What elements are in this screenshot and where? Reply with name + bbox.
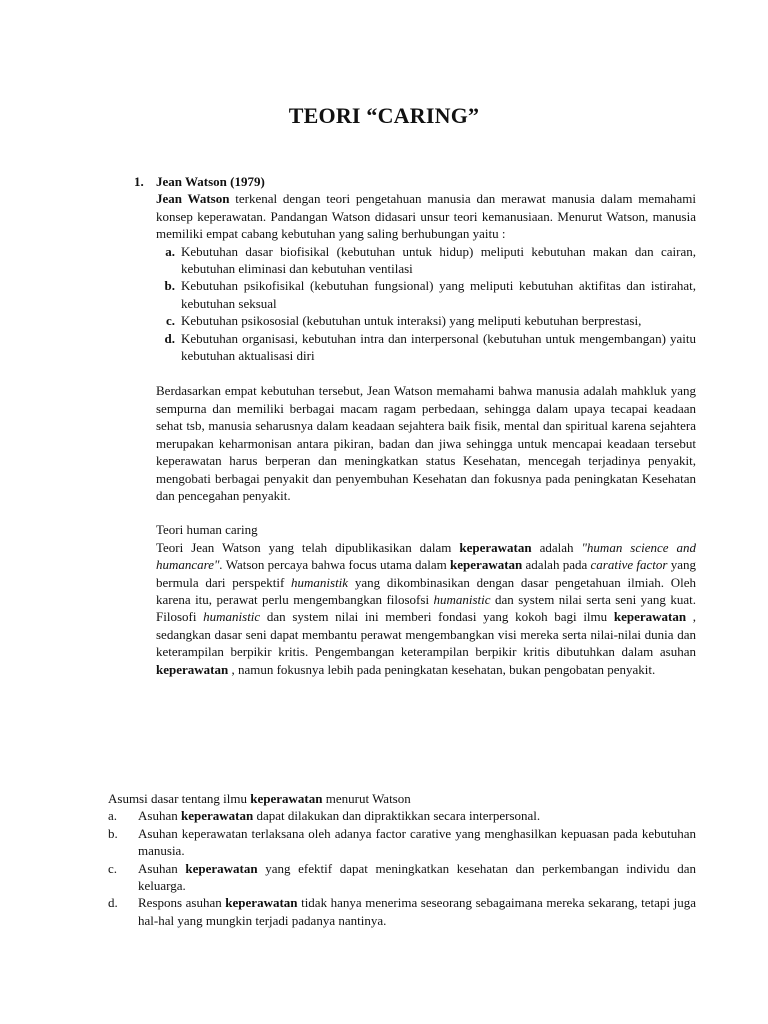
list-text: Kebutuhan organisasi, kebutuhan intra dan interpersonal (kebutuhan untuk mengembangan) yaitu kebutuhan aktualisasi diri (181, 330, 696, 364)
list-text: Kebutuhan psikofisikal (kebutuhan fungsional) yang meliputi kebutuhan aktifitas dan istirahat, kebutuhan seksual (181, 278, 696, 311)
list-item (156, 330, 696, 365)
list-text: Kebutuhan dasar biofisikal (kebutuhan untuk hidup) meliputi kebutuhan makan dan cairan, kebutuhan eliminasi dan kebutuhan ventilasi (181, 243, 696, 277)
list-marker: d. (108, 895, 118, 911)
intro-text: terkenal dengan teori pengetahuan manusia dan merawat manusia dalam memahami konsep keperawatan. Pandangan Watson didasari unsur teori kemanusiaan. Menurut Watson, manusia memiliki empat cabang kebutuhan yang saling berhubungan yaitu : (156, 191, 696, 242)
list-marker: c. (108, 860, 118, 876)
bold-term: keperawatan (613, 609, 687, 625)
bold-term: keperawatan (459, 539, 532, 555)
list-marker: b. (108, 825, 118, 841)
text-run: , namun fokusnya lebih pada peningkatan kesehatan, bukan pengobatan penyakit. (228, 661, 656, 677)
text-run: yang bermula dari perspektif (156, 557, 696, 590)
list-marker: b. (164, 278, 175, 294)
bold-term: keperawatan (185, 860, 258, 876)
text-run: dan system nilai serta seni yang kuat. Filosofi (156, 591, 696, 625)
italic-term: "human science and humancare". (156, 539, 696, 573)
needs-summary-paragraph: Berdasarkan empat kebutuhan tersebut, Jean Watson memahami bahwa manusia adalah mahkluk yang sempurna dan memiliki berbagai macam ragam perbedaan, sehingga dalam upaya tecapai keadaan sehat tsb, manusia seharusnya dalam keadaan sejahtera baik fisik, mental dan spiritual karena sejahtera merupakan keharmonisan antara pikiran, badan dan jiwa sehingga untuk mencapai keadaan tersebut keperawatan harus berperan dan meningkatkan status Kesehatan, mencegah terjadinya penyakit, mengobati berbagai penyakit dan penyembuhan Kesehatan dan fokusnya pada peningkatan Kesehatan dan pencegahan penyakit. (156, 383, 696, 503)
bold-term: keperawatan (180, 808, 254, 824)
text-run: Asuhan keperawatan terlaksana oleh adanya factor carative yang menghasilkan kepuasan pada kebutuhan manusia. (138, 825, 696, 859)
human-caring-paragraph (156, 539, 696, 678)
text-run: menurut Watson (322, 791, 411, 806)
text-run: Watson percaya bahwa focus utama dalam (222, 557, 451, 573)
intro-bold: Jean Watson (156, 191, 230, 207)
italic-term: carative factor (590, 557, 668, 573)
list-text: Kebutuhan psikososial (kebutuhan untuk interaksi) yang meliputi kebutuhan berprestasi, (181, 313, 642, 329)
list-text (138, 894, 696, 929)
text-run: Asuhan (138, 860, 186, 876)
text-run: dapat dilakukan dan dipraktikkan secara interpersonal. (253, 808, 541, 824)
list-item (156, 277, 696, 312)
text-run: , sedangkan dasar seni dapat membantu perawat mengembangkan visi mereka serta nilai-nilai dunia dan keterampilan berpikir kritis. Pengembangan keterampilan berpikir kritis dibutuhkan dalam asuhan (156, 609, 696, 660)
assumptions-section (108, 790, 696, 929)
list-item (108, 860, 696, 895)
needs-list (156, 243, 696, 365)
text-run: tidak hanya menerima seseorang sebagaimana mereka sekarang, tetapi juga hal-hal yang mungkin terjadi padanya nantinya. (138, 895, 696, 928)
italic-term: humanistic (203, 609, 261, 625)
bold-term: keperawatan (250, 791, 323, 806)
list-text (138, 860, 696, 895)
bold-term: keperawatan (225, 895, 298, 911)
text-run: yang efektif dapat meningkatkan kesehatan dan perkembangan individu dan keluarga. (138, 860, 697, 894)
italic-term: humanistik (291, 574, 349, 590)
italic-term: humanistic (433, 591, 491, 607)
list-item (108, 894, 696, 929)
document-title: TEORI “CARING” (288, 103, 480, 128)
list-item (108, 825, 696, 860)
section-heading (134, 173, 696, 190)
text-run: Respons asuhan (138, 895, 226, 911)
assumptions-heading (108, 790, 696, 807)
text-run: adalah pada (522, 557, 591, 573)
list-text (138, 825, 696, 860)
section-body (156, 190, 696, 678)
list-text (138, 807, 696, 824)
list-item (108, 807, 696, 824)
text-run: yang dikombinasikan dengan dasar pengetahuan ilmiah. Oleh karena itu, perawat perlu mengembangkan filosofsi (156, 574, 696, 607)
list-marker: d. (164, 330, 175, 346)
list-item (156, 312, 696, 329)
list-marker: a. (108, 808, 118, 824)
text-run: Asuhan (138, 808, 181, 824)
text-run: Asumsi dasar tentang ilmu (108, 791, 251, 806)
text-run: Teori Jean Watson yang telah dipublikasikan dalam (156, 539, 460, 555)
bold-term: keperawatan (450, 557, 523, 573)
text-run: adalah (531, 539, 582, 555)
intro-paragraph (156, 190, 696, 242)
list-marker: c. (165, 313, 175, 329)
section-heading-text: Jean Watson (1979) (156, 174, 265, 189)
section-number: 1. (134, 174, 144, 189)
list-marker: a. (165, 243, 175, 259)
text-run: dan system nilai ini memberi fondasi yang kokoh bagi ilmu (260, 609, 614, 625)
section-jean-watson (134, 173, 696, 678)
list-item (156, 243, 696, 278)
bold-term: keperawatan (156, 661, 229, 677)
human-caring-label: Teori human caring (156, 522, 258, 538)
human-caring-block (156, 521, 696, 678)
